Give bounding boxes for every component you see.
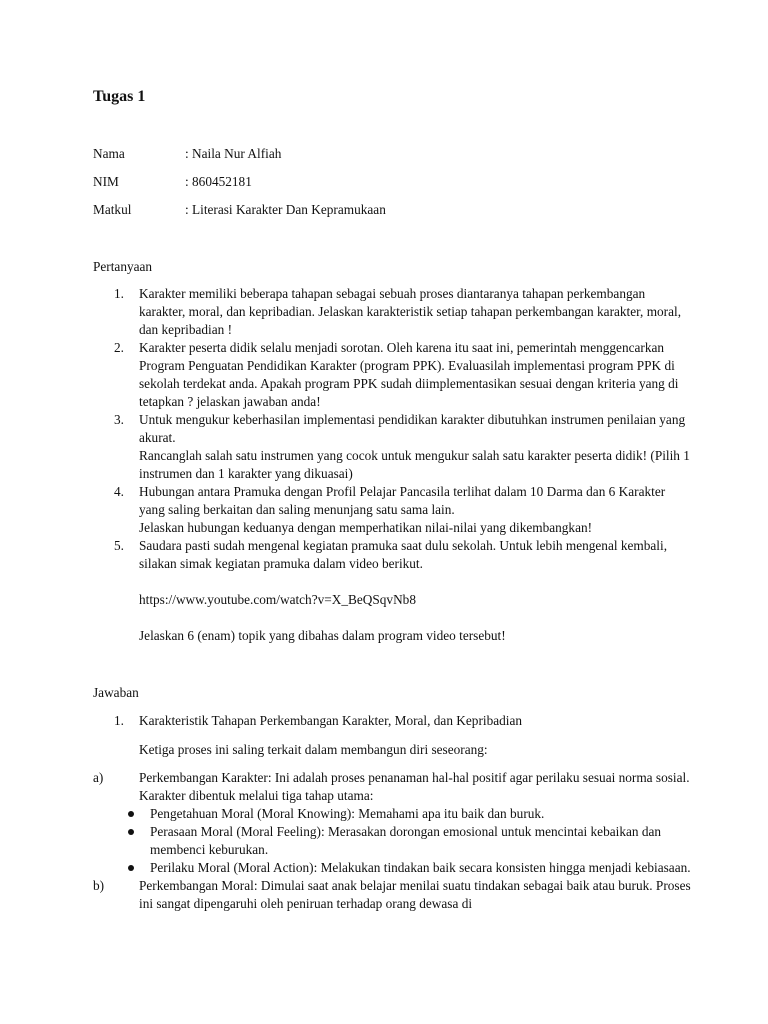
question-number: 4.	[114, 484, 124, 499]
question-number: 3.	[114, 412, 124, 427]
question-text: Saudara pasti sudah mengenal kegiatan pramuka saat dulu sekolah. Untuk lebih mengenal kembali, silakan simak kegiatan pramuka dalam video berikut.	[139, 538, 668, 571]
answer-item	[93, 712, 693, 730]
answer-subitem-b	[93, 877, 693, 913]
question-text: Jelaskan 6 (enam) topik yang dibahas dalam program video tersebut!	[139, 628, 506, 643]
info-label: Nama	[93, 146, 125, 161]
bullet-list	[93, 805, 693, 877]
subitem-letter: b)	[93, 878, 105, 893]
answer-heading: Karakteristik Tahapan Perkembangan Karakter, Moral, dan Kepribadian	[139, 713, 523, 728]
info-label: NIM	[93, 174, 119, 189]
subitem-text: Perkembangan Moral: Dimulai saat anak belajar menilai suatu tindakan sebagai baik atau buruk. Proses ini sangat dipengaruhi oleh peniruan terhadap orang dewasa di	[139, 878, 691, 911]
answer-subitem-a	[93, 769, 693, 805]
question-item	[93, 285, 693, 339]
info-value: : Literasi Karakter Dan Kepramukaan	[185, 202, 386, 217]
bullet-item	[93, 805, 693, 823]
bullet-icon	[128, 829, 134, 835]
question-item	[93, 411, 693, 483]
subitem-letter: a)	[93, 770, 104, 785]
question-text: Karakter peserta didik selalu menjadi sorotan. Oleh karena itu saat ini, pemerintah menggencarkan Program Penguatan Pendidikan Karakter (program PPK). Evaluasilah implementasi program PPK di sekolah terdekat anda. Apakah program PPK sudah diimplementasikan sesuai dengan kriteria yang di tetapkan ? jelaskan jawaban anda!	[139, 340, 679, 409]
question-text: Untuk mengukur keberhasilan implementasi pendidikan karakter dibutuhkan instrumen penilaian yang akurat.	[139, 412, 686, 445]
answer-number: 1.	[114, 713, 124, 728]
question-number: 1.	[114, 286, 124, 301]
questions-heading: Pertanyaan	[93, 259, 153, 274]
bullet-text: Perilaku Moral (Moral Action): Melakukan tindakan baik secara konsisten hingga menjadi kebiasaan.	[150, 860, 691, 875]
answers-heading: Jawaban	[93, 685, 139, 700]
answer-intro: Ketiga proses ini saling terkait dalam membangun diri seseorang:	[139, 742, 488, 757]
document-title: Tugas 1	[93, 88, 146, 105]
question-text: Rancanglah salah satu instrumen yang cocok untuk mengukur salah satu karakter peserta didik! (Pilih 1 instrumen dan 1 karakter yang dikuasai)	[139, 448, 690, 481]
bullet-text: Pengetahuan Moral (Moral Knowing): Memahami apa itu baik dan buruk.	[150, 806, 545, 821]
question-item	[93, 537, 693, 645]
info-value: : 860452181	[185, 174, 252, 189]
questions-list	[93, 285, 693, 645]
subitem-text: Perkembangan Karakter: Ini adalah proses penanaman hal-hal positif agar perilaku sesuai norma sosial. Karakter dibentuk melalui tiga tahap utama:	[139, 770, 690, 803]
bullet-icon	[128, 865, 134, 871]
question-text: Karakter memiliki beberapa tahapan sebagai sebuah proses diantaranya tahapan perkembangan karakter, moral, dan kepribadian. Jelaskan karakteristik setiap tahapan perkembangan karakter, moral, dan kepribadian !	[139, 286, 682, 337]
question-text: Hubungan antara Pramuka dengan Profil Pelajar Pancasila terlihat dalam 10 Darma dan 6 Karakter yang saling berkaitan dan saling menunjang satu sama lain.	[139, 484, 666, 517]
question-number: 5.	[114, 538, 124, 553]
question-item	[93, 483, 693, 537]
info-value: : Naila Nur Alfiah	[185, 146, 282, 161]
video-link[interactable]: https://www.youtube.com/watch?v=X_BeQSqvNb8	[139, 592, 416, 607]
bullet-item	[93, 823, 693, 859]
bullet-icon	[128, 811, 134, 817]
question-item	[93, 339, 693, 411]
bullet-item	[93, 859, 693, 877]
answer-block	[93, 712, 693, 913]
question-text: Jelaskan hubungan keduanya dengan memperhatikan nilai-nilai yang dikembangkan!	[139, 520, 593, 535]
question-number: 2.	[114, 340, 124, 355]
bullet-text: Perasaan Moral (Moral Feeling): Merasakan dorongan emosional untuk mencintai kebaikan dan membenci keburukan.	[150, 824, 662, 857]
info-label: Matkul	[93, 202, 132, 217]
